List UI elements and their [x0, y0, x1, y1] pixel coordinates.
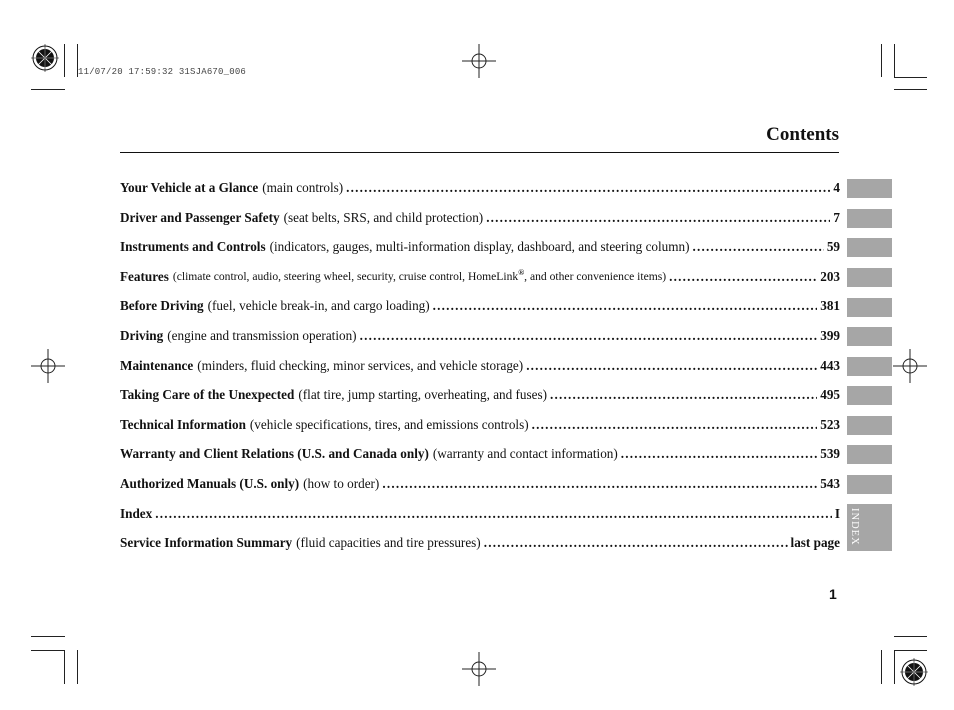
section-tab[interactable] [847, 238, 892, 257]
crosshair-icon [462, 652, 496, 686]
dot-leader [486, 208, 830, 227]
toc-entry[interactable] [120, 356, 840, 386]
toc-entry-page: 381 [820, 298, 840, 314]
toc-entry-title: Maintenance [120, 357, 194, 373]
toc-entry-page: 523 [820, 416, 840, 432]
toc-entry-description: (fluid capacities and tire pressures) [296, 535, 481, 551]
dot-leader [346, 178, 830, 197]
toc-entry-description-end: , and other convenience items) [524, 269, 667, 283]
dot-leader [693, 237, 824, 256]
dot-leader [550, 385, 817, 404]
toc-entry-description: (engine and transmission operation) [167, 327, 357, 343]
toc-entry-description-start: (climate control, audio, steering wheel, security, cruise control, HomeLink [172, 269, 519, 283]
dot-leader [669, 267, 817, 286]
section-tab[interactable] [847, 475, 892, 494]
crosshair-icon [31, 349, 65, 383]
toc-entry[interactable] [120, 504, 840, 534]
toc-entry[interactable] [120, 267, 840, 297]
toc-entry-page: 543 [820, 475, 840, 491]
toc-entry-description: (indicators, gauges, multi-information display, dashboard, and steering column) [269, 239, 690, 255]
dot-leader [484, 533, 788, 552]
crosshair-icon [893, 349, 927, 383]
toc-entry-page: 59 [826, 239, 840, 255]
section-tab[interactable] [847, 445, 892, 464]
toc-entry-page: 443 [820, 357, 840, 373]
table-of-contents [120, 178, 840, 563]
toc-entry-description [173, 267, 666, 286]
dot-leader [532, 415, 818, 434]
dot-leader [526, 356, 817, 375]
dot-leader [382, 474, 817, 493]
toc-entry-title: Driver and Passenger Safety [120, 209, 280, 225]
dot-leader [155, 504, 832, 523]
dot-leader [360, 326, 818, 345]
toc-entry[interactable] [120, 208, 840, 238]
toc-entry-title: Your Vehicle at a Glance [120, 180, 259, 195]
toc-entry[interactable] [120, 296, 840, 326]
toc-entry-page: 4 [833, 180, 840, 195]
toc-entry-page: 7 [833, 209, 840, 225]
toc-entry-description: (warranty and contact information) [432, 446, 618, 462]
dot-leader [621, 444, 817, 463]
toc-entry-title: Taking Care of the Unexpected [120, 387, 295, 403]
toc-entry-page: I [834, 505, 840, 521]
toc-entry[interactable] [120, 533, 840, 563]
toc-entry-description: (how to order) [303, 475, 380, 491]
toc-entry-title: Driving [120, 327, 164, 343]
page-title: Contents [766, 124, 839, 145]
section-tab[interactable] [847, 357, 892, 376]
toc-entry-description: (minders, fluid checking, minor services, and vehicle storage) [197, 357, 524, 373]
toc-entry-page: 539 [820, 446, 840, 462]
section-tab[interactable] [847, 298, 892, 317]
title-divider [120, 152, 839, 153]
index-tab-label: INDEX [849, 508, 860, 546]
toc-entry-title: Instruments and Controls [120, 239, 266, 255]
toc-entry-title: Warranty and Client Relations (U.S. and Canada only) [120, 446, 429, 462]
toc-entry[interactable] [120, 178, 840, 208]
section-tab[interactable] [847, 179, 892, 198]
toc-entry-page: last page [790, 535, 840, 551]
toc-entry[interactable] [120, 474, 840, 504]
section-tab[interactable] [847, 416, 892, 435]
toc-entry[interactable] [120, 385, 840, 415]
page-number: 1 [829, 586, 837, 602]
toc-entry-title: Features [120, 268, 169, 284]
toc-entry-title: Technical Information [120, 416, 246, 432]
toc-entry-description: (seat belts, SRS, and child protection) [283, 209, 484, 225]
section-tab[interactable] [847, 386, 892, 405]
toc-entry-title: Index [120, 505, 153, 521]
toc-entry[interactable] [120, 326, 840, 356]
toc-entry-description: (fuel, vehicle break-in, and cargo loading) [207, 298, 430, 314]
toc-entry-title: Service Information Summary [120, 535, 293, 551]
toc-entry[interactable] [120, 237, 840, 267]
section-tab[interactable] [847, 327, 892, 346]
registration-target-icon [900, 658, 928, 686]
toc-entry-description: (vehicle specifications, tires, and emissions controls) [249, 416, 529, 432]
section-tab[interactable] [847, 268, 892, 287]
registered-mark: ® [518, 267, 525, 277]
dot-leader [433, 296, 818, 315]
toc-entry[interactable] [120, 444, 840, 474]
toc-entry-description: (flat tire, jump starting, overheating, and fuses) [298, 387, 548, 403]
toc-entry-description: (main controls) [262, 180, 344, 195]
print-timestamp: 11/07/20 17:59:32 31SJA670_006 [78, 67, 247, 77]
registration-target-icon [31, 44, 59, 72]
section-tab[interactable] [847, 209, 892, 228]
toc-entry[interactable] [120, 415, 840, 445]
toc-entry-page: 203 [820, 268, 840, 284]
crosshair-icon [462, 44, 496, 78]
toc-entry-title: Authorized Manuals (U.S. only) [120, 475, 300, 491]
toc-entry-page: 495 [820, 387, 840, 403]
toc-entry-page: 399 [820, 327, 840, 343]
toc-entry-title: Before Driving [120, 298, 204, 314]
index-tab[interactable] [847, 504, 892, 551]
